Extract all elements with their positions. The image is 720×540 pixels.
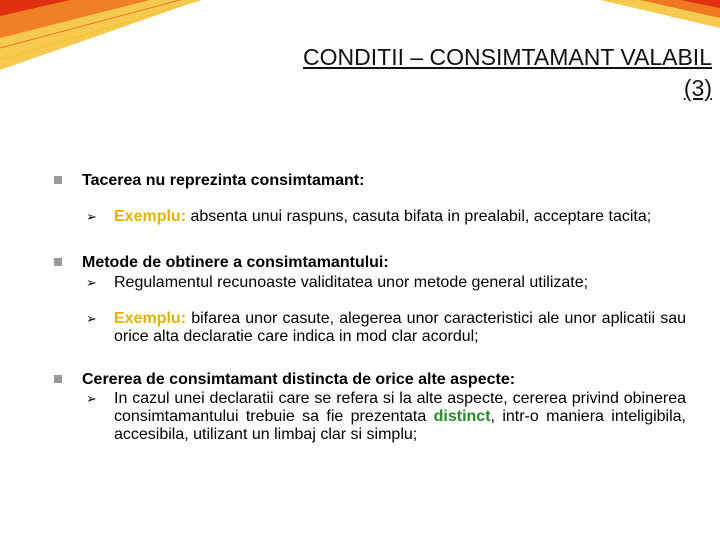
sub-bullet-declaratii [54,390,686,444]
bullet-metode [54,254,686,272]
sub-bullet-text-after: , intr-o maniera inteligibila, accesibila, utilizant un limbaj clar si simplu; [114,408,687,443]
slide-title [112,42,712,104]
arrow-bullet-icon: ➢ [86,311,97,326]
arrow-bullet-icon: ➢ [86,275,97,290]
title-line-2: (3) [683,75,712,101]
bullet-tacerea [54,172,686,190]
sub-bullet-exemplu-1 [54,208,686,226]
top-right-stripes [600,0,720,28]
arrow-bullet-icon: ➢ [86,391,97,406]
bullet-text: Cererea de consimtamant distincta de orice alte aspecte: [82,371,516,388]
bullet-text: Metode de obtinere a consimtamantului: [82,254,389,271]
arrow-bullet-icon: ➢ [86,209,97,224]
slide-content [54,172,686,444]
bullet-text: Tacerea nu reprezinta consimtamant: [82,172,365,189]
sub-bullet-exemplu-2 [54,310,686,346]
sub-bullet-regulament [54,274,686,292]
title-line-1: CONDITII – CONSIMTAMANT VALABIL [303,44,712,70]
exemplu-label: Exemplu: [114,310,187,327]
distinct-highlight: distinct [433,408,491,425]
square-bullet-icon [54,375,62,383]
bullet-cererea [54,371,686,389]
square-bullet-icon [54,176,62,184]
sub-bullet-text: Regulamentul recunoaste validitatea unor metode general utilizate; [114,274,589,291]
sub-bullet-text: absenta unui raspuns, casuta bifata in prealabil, acceptare tacita; [186,208,652,225]
exemplu-label: Exemplu: [114,208,187,225]
sub-bullet-text: bifarea unor casute, alegerea unor caracteristici ale unor aplicatii sau orice alta declaratie care indica in mod clar acordul; [114,310,686,345]
square-bullet-icon [54,258,62,266]
sub-bullet-text-before: In cazul unei declaratii care se refera si la alte aspecte, cererea privind obinerea consimtamantului trebuie sa fie prezentata [114,390,686,425]
